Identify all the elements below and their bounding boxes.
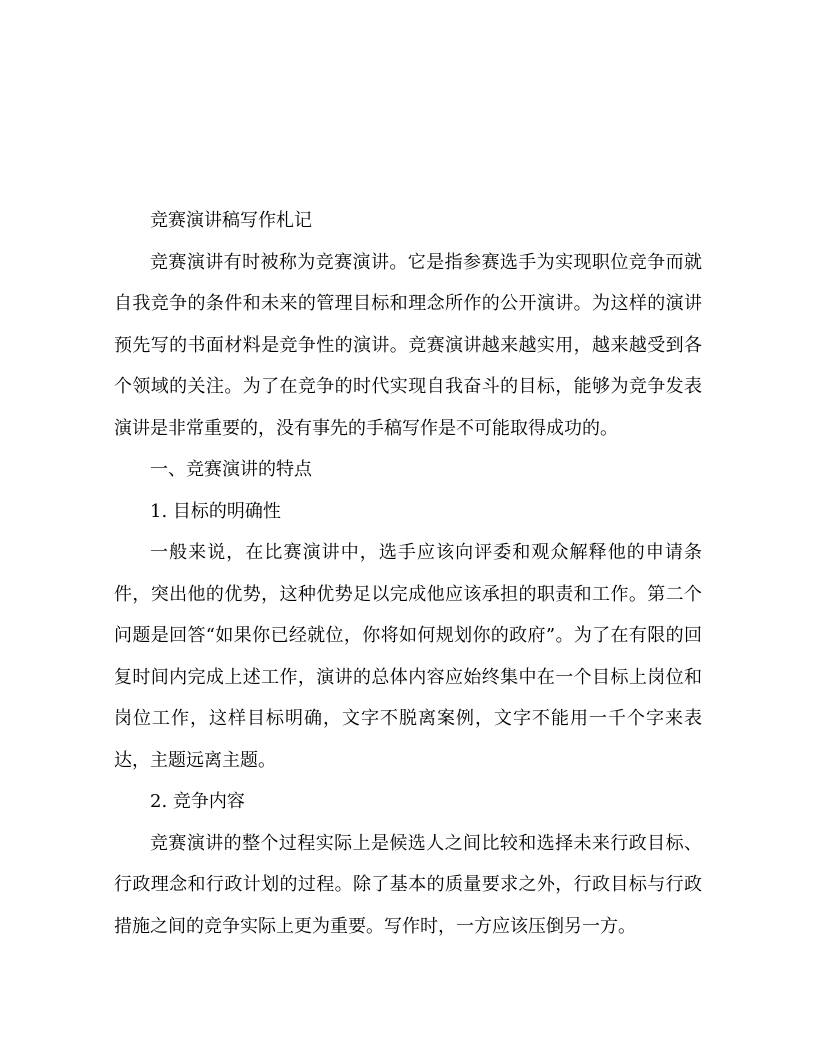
subsection-heading-goal-clarity: 1. 目标的明确性 [150,500,281,522]
paragraph-goal-clarity: 一般来说，在比赛演讲中，选手应该向评委和观众解释他的申请条件，突出他的优势，这种优势足以完成他应该承担的职责和工作。第二个问题是回答“如果你已经就位，你将如何规划你的政府”。为了在有限的回复时间内完成上述工作，演讲的总体内容应始终集中在一个目标上岗位和岗位工作，这样目标明确，文字不脱离案例，文字不能用一千个字来表达，主题远离主题。 [114,542,702,771]
document-body [114,200,702,947]
subsection-heading-competition-content: 2. 竞争内容 [150,791,245,812]
paragraph-intro: 竞赛演讲有时被称为竞赛演讲。它是指参赛选手为实现职位竞争而就自我竞争的条件和未来的管理目标和理念所作的公开演讲。为这样的演讲预先写的书面材料是竞争性的演讲。竞赛演讲越来越实用，越来越受到各个领域的关注。为了在竞争的时代实现自我奋斗的目标，能够为竞争发表演讲是非常重要的，没有事先的手稿写作是不可能取得成功的。 [114,251,702,439]
paragraph-competition-content: 竞赛演讲的整个过程实际上是候选人之间比较和选择未来行政目标、行政理念和行政计划的过程。除了基本的质量要求之外，行政目标与行政措施之间的竞争实际上更为重要。写作时，一方应该压倒另一方。 [114,832,702,937]
document-title: 竞赛演讲稿写作札记 [150,210,312,231]
section-heading-characteristics: 一、竞赛演讲的特点 [150,459,312,480]
